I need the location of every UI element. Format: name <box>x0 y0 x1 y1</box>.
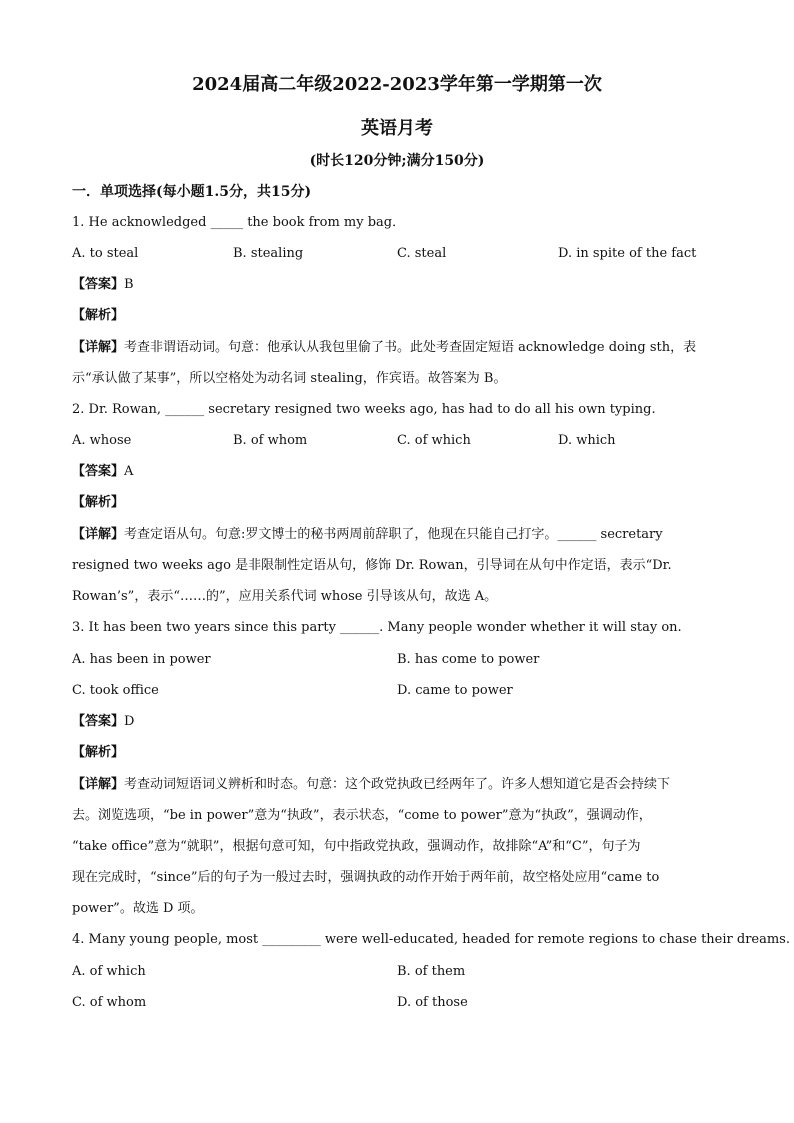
q3-answer-row <box>72 713 722 731</box>
q1-answer-row <box>72 276 722 294</box>
q2-option-d: D. which <box>558 433 616 448</box>
q4-option-b: B. of them <box>397 964 466 979</box>
q2-answer: A <box>124 464 134 479</box>
q2-detail-text1: 考查定语从句。句意:罗文博士的秘书两周前辞职了，他现在只能自己打字。______ secretary <box>124 527 663 542</box>
question-2-stem: 2. Dr. Rowan, ______ secretary resigned two weeks ago, has had to do all his own typing. <box>72 402 656 417</box>
q1-option-a: A. to steal <box>72 246 139 261</box>
q4-option-a: A. of which <box>72 964 146 979</box>
question-1-stem: 1. He acknowledged _____ the book from my bag． <box>72 215 406 230</box>
q2-detail-line2: resigned two weeks ago 是非限制性定语从句，修饰 Dr. Rowan，引导词在从句中作定语，表示“Dr. <box>72 558 672 573</box>
q2-option-b: B. of whom <box>233 433 308 448</box>
q3-detail-line3: “take office”意为“就职”，根据句意可知，句中指政党执政，强调动作，故排除“A”和“C”，句子为 <box>72 839 641 854</box>
q3-option-d: D. came to power <box>397 683 513 698</box>
q4-option-d: D. of those <box>397 995 468 1010</box>
q1-detail-text1: 考查非谓语动词。句意：他承认从我包里偷了书。此处考查固定短语 acknowledge doing sth，表 <box>124 340 697 355</box>
q3-answer: D <box>124 714 135 729</box>
section-heading: 一．单项选择(每小题1.5分，共15分) <box>72 184 312 200</box>
exam-title-line2: 英语月考 <box>361 118 433 139</box>
q1-answer: B <box>124 277 134 292</box>
q1-option-b: B. stealing <box>233 246 304 261</box>
exam-subtitle: (时长120分钟;满分150分) <box>309 153 485 169</box>
answer-label: 【答案】 <box>72 714 125 729</box>
q3-option-b: B. has come to power <box>397 652 540 667</box>
detail-label: 【详解】 <box>72 527 125 542</box>
answer-label: 【答案】 <box>72 464 125 479</box>
q2-detail-line3: Rowan’s”，表示“……的”，应用关系代词 whose 引导该从句，故选 A。 <box>72 589 498 604</box>
q1-detail-line2: 示“承认做了某事”，所以空格处为动名词 stealing，作宾语。故答案为 B。 <box>72 371 507 386</box>
exam-title-line1: 2024届高二年级2022-2023学年第一学期第一次 <box>192 74 602 95</box>
detail-label: 【详解】 <box>72 777 125 792</box>
q3-option-a: A. has been in power <box>72 652 211 667</box>
question-3-stem: 3. It has been two years since this party ______. Many people wonder whether it will stay on. <box>72 620 682 635</box>
q3-option-c: C. took office <box>72 683 159 698</box>
q1-detail-line1 <box>72 339 722 357</box>
q3-analysis-label: 【解析】 <box>72 745 125 760</box>
question-4-stem: 4. Many young people, most _________ were well-educated, headed for remote regions to chase their dreams. <box>72 932 790 947</box>
q2-detail-line1 <box>72 526 722 544</box>
q4-option-c: C. of whom <box>72 995 147 1010</box>
q1-option-c: C. steal <box>397 246 447 261</box>
q1-analysis-label: 【解析】 <box>72 308 125 323</box>
q3-detail-line2: 去。浏览选项，“be in power”意为“执政”，表示状态，“come to power”意为“执政”，强调动作， <box>72 808 652 823</box>
q3-detail-text1: 考查动词短语词义辨析和时态。句意：这个政党执政已经两年了。许多人想知道它是否会持续下 <box>124 777 671 792</box>
detail-label: 【详解】 <box>72 340 125 355</box>
answer-label: 【答案】 <box>72 277 125 292</box>
q2-option-a: A. whose <box>72 433 132 448</box>
q3-detail-line4: 现在完成时，“since”后的句子为一般过去时，强调执政的动作开始于两年前，故空格处应用“came to <box>72 870 660 885</box>
q2-answer-row <box>72 463 722 481</box>
q2-analysis-label: 【解析】 <box>72 495 125 510</box>
q1-option-d: D. in spite of the fact <box>558 246 697 261</box>
q3-detail-line1 <box>72 776 722 794</box>
q3-detail-line5: power”。故选 D 项。 <box>72 901 204 916</box>
q2-option-c: C. of which <box>397 433 471 448</box>
